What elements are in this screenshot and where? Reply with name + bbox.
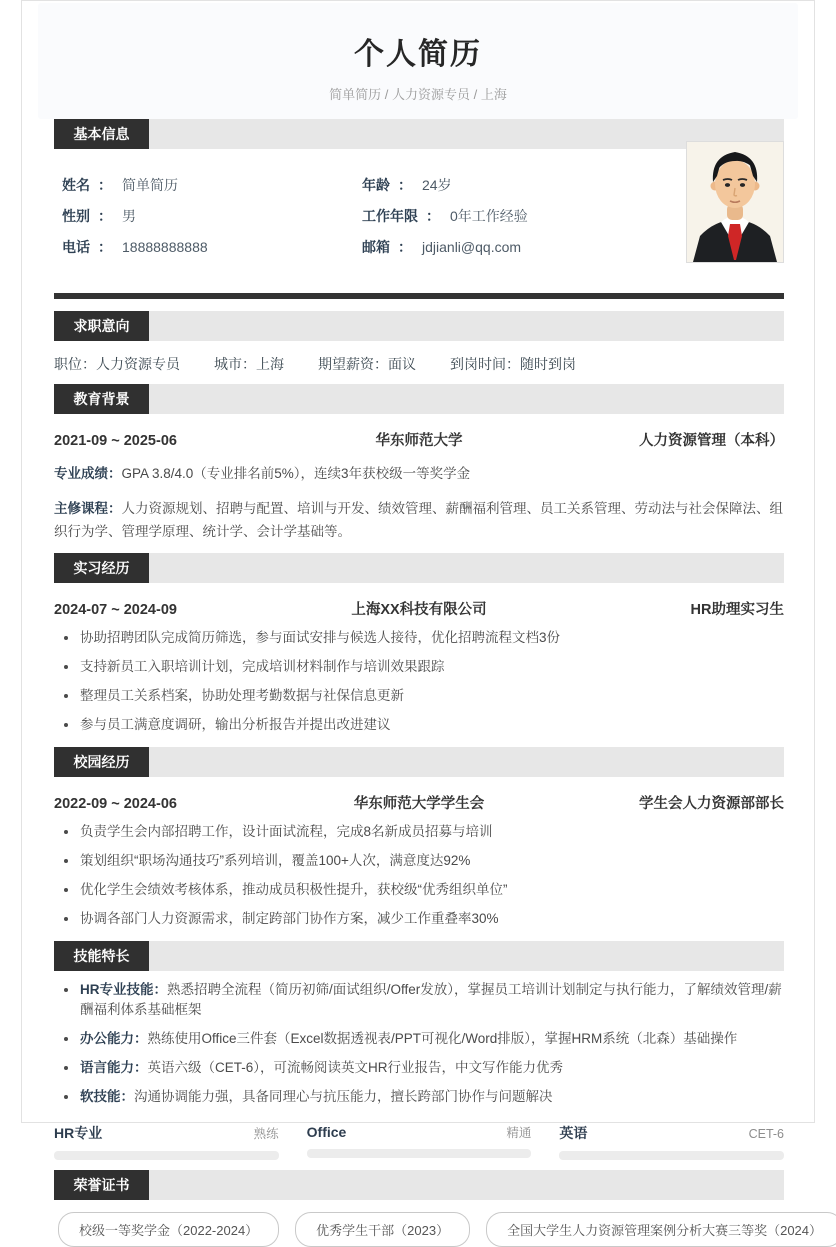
campus-section xyxy=(22,792,814,929)
internship-header-row xyxy=(54,598,784,619)
field-name-value: 简单简历 xyxy=(122,176,178,193)
intent-salary-label: 期望薪资 xyxy=(318,356,374,372)
field-email xyxy=(362,231,528,262)
education-gpa-line xyxy=(54,462,784,485)
field-experience-years-value: 0年工作经验 xyxy=(450,207,528,224)
field-experience-years xyxy=(362,200,528,231)
field-email-label: 邮箱 xyxy=(362,238,390,255)
basic-info-left-column xyxy=(62,169,362,262)
internship-section xyxy=(22,598,814,735)
skill-meter-hr-level: 熟练 xyxy=(253,1127,279,1141)
intent-city-value: 上海 xyxy=(256,356,284,372)
honor-pill: 优秀学生干部（2023） xyxy=(295,1212,470,1247)
bullet-dot-icon xyxy=(64,1037,68,1041)
internship-bullet: 协助招聘团队完成简历筛选，参与面试安排与候选人接待，优化招聘流程文档3份 xyxy=(54,628,784,648)
education-major: 人力资源管理（本科） xyxy=(639,433,784,449)
skill-meter-hr-track xyxy=(54,1151,279,1160)
campus-period: 2022-09 ~ 2024-06 xyxy=(54,796,177,812)
field-phone-value: 18888888888 xyxy=(122,238,208,255)
campus-bullet: 优化学生会绩效考核体系，推动成员积极性提升，获校级“优秀组织单位” xyxy=(54,880,784,900)
education-courses-line xyxy=(54,497,784,543)
bullet-dot-icon xyxy=(64,888,68,892)
education-section xyxy=(22,429,814,543)
intent-availability-label: 到岗时间 xyxy=(450,356,506,372)
campus-bullet: 负责学生会内部招聘工作，设计面试流程，完成8名新成员招募与培训 xyxy=(54,822,784,842)
skill-meter-office-name: Office xyxy=(306,1124,347,1140)
skills-section xyxy=(22,980,814,1160)
skill-bullet-soft: 软技能：沟通协调能力强，具备同理心与抗压能力，擅长跨部门协作与问题解决 xyxy=(54,1087,784,1107)
colon: ： xyxy=(426,207,440,224)
campus-header-row xyxy=(54,792,784,813)
bullet-dot-icon xyxy=(64,1095,68,1099)
section-basic-info-title: 基本信息 xyxy=(54,119,149,149)
section-basic-info-bar xyxy=(54,119,784,149)
section-divider xyxy=(54,293,784,299)
section-campus-bar xyxy=(54,747,784,777)
skill-meter-hr xyxy=(54,1123,279,1160)
colon: ： xyxy=(506,356,520,372)
profile-photo xyxy=(686,141,784,263)
bullet-dot-icon xyxy=(64,694,68,698)
field-gender xyxy=(62,200,362,231)
bullet-dot-icon xyxy=(64,917,68,921)
colon: ： xyxy=(98,176,112,193)
campus-role: 学生会人力资源部部长 xyxy=(639,796,784,812)
intent-city-label: 城市 xyxy=(214,356,242,372)
avatar-illustration xyxy=(687,142,783,262)
section-skills-bar xyxy=(54,941,784,971)
skill-meters xyxy=(54,1123,784,1160)
honors-section xyxy=(22,1212,823,1247)
internship-bullet: 支持新员工入职培训计划，完成培训材料制作与培训效果跟踪 xyxy=(54,657,784,677)
colon: ： xyxy=(398,238,412,255)
honor-pill: 校级一等奖学金（2022-2024） xyxy=(58,1212,279,1247)
resume-header xyxy=(38,3,798,119)
education-header-row xyxy=(54,429,784,450)
section-honors-bar xyxy=(54,1170,784,1200)
colon: ： xyxy=(398,176,412,193)
section-skills-title: 技能特长 xyxy=(54,941,149,971)
field-gender-label: 性别 xyxy=(62,207,90,224)
intent-availability-value: 随时到岗 xyxy=(520,356,576,372)
bullet-dot-icon xyxy=(64,636,68,640)
education-gpa-text: GPA 3.8/4.0（专业排名前5%），连续3年获校级一等奖学金 xyxy=(121,466,471,481)
campus-bullet: 策划组织“职场沟通技巧”系列培训，覆盖100+人次，满意度达92% xyxy=(54,851,784,871)
education-courses-label: 主修课程： xyxy=(54,501,122,516)
section-campus-title: 校园经历 xyxy=(54,747,149,777)
intent-salary xyxy=(318,354,416,374)
internship-bullet: 参与员工满意度调研，输出分析报告并提出改进建议 xyxy=(54,715,784,735)
campus-bullet: 协调各部门人力资源需求，制定跨部门协作方案，减少工作重叠率30% xyxy=(54,909,784,929)
internship-bullet: 整理员工关系档案，协助处理考勤数据与社保信息更新 xyxy=(54,686,784,706)
skill-meter-english xyxy=(559,1123,784,1160)
field-gender-value: 男 xyxy=(122,207,136,224)
intent-position xyxy=(54,354,180,374)
section-education-title: 教育背景 xyxy=(54,384,149,414)
field-phone xyxy=(62,231,362,262)
resume-page xyxy=(21,0,823,1238)
field-age xyxy=(362,169,528,200)
section-job-intent-bar xyxy=(54,311,784,341)
section-internship-title: 实习经历 xyxy=(54,553,149,583)
section-honors-title: 荣誉证书 xyxy=(54,1170,149,1200)
field-age-label: 年龄 xyxy=(362,176,390,193)
honor-pill: 全国大学生人力资源管理案例分析大赛三等奖（2024） xyxy=(486,1212,836,1247)
internship-period: 2024-07 ~ 2024-09 xyxy=(54,602,177,618)
field-name-label: 姓名 xyxy=(62,176,90,193)
field-age-value: 24岁 xyxy=(422,176,452,193)
colon: ： xyxy=(98,238,112,255)
intent-availability xyxy=(450,354,576,374)
intent-city xyxy=(214,354,284,374)
section-education-bar xyxy=(54,384,784,414)
campus-organization: 华东师范大学学生会 xyxy=(353,796,485,812)
job-intent-section xyxy=(22,354,814,374)
skill-meter-office-track xyxy=(307,1149,532,1158)
internship-company: 上海XX科技有限公司 xyxy=(351,602,487,618)
intent-salary-value: 面议 xyxy=(388,356,416,372)
colon: ： xyxy=(98,207,112,224)
bullet-dot-icon xyxy=(64,1066,68,1070)
colon: ： xyxy=(82,356,96,372)
field-name xyxy=(62,169,362,200)
internship-role: HR助理实习生 xyxy=(690,602,784,618)
colon: ： xyxy=(374,356,388,372)
colon: ： xyxy=(242,356,256,372)
intent-position-value: 人力资源专员 xyxy=(96,356,180,372)
skill-meter-hr-name: HR专业 xyxy=(54,1125,103,1141)
intent-position-label: 职位 xyxy=(54,356,82,372)
bullet-dot-icon xyxy=(64,665,68,669)
skill-bullet-office: 办公能力：熟练使用Office三件套（Excel数据透视表/PPT可视化/Word排版），掌握HRM系统（北森）基础操作 xyxy=(54,1029,784,1049)
basic-info-right-column xyxy=(362,169,528,262)
skill-meter-english-track xyxy=(559,1151,784,1160)
bullet-dot-icon xyxy=(64,830,68,834)
page-title: 个人简历 xyxy=(354,38,482,71)
education-gpa-label: 专业成绩： xyxy=(54,466,122,481)
skill-meter-office xyxy=(307,1123,532,1160)
skill-meter-english-level: CET-6 xyxy=(748,1127,785,1141)
field-email-value: jdjianli@qq.com xyxy=(422,238,522,255)
section-job-intent-title: 求职意向 xyxy=(54,311,149,341)
field-phone-label: 电话 xyxy=(62,238,90,255)
skill-meter-office-level: 精通 xyxy=(506,1126,532,1140)
page-subtitle: 简单简历 / 人力资源专员 / 上海 xyxy=(329,87,507,102)
bullet-dot-icon xyxy=(64,723,68,727)
skill-meter-english-name: 英语 xyxy=(559,1125,588,1141)
education-courses-text: 人力资源规划、招聘与配置、培训与开发、绩效管理、薪酬福利管理、员工关系管理、劳动法与社会保障法、组织行为学、管理学原理、统计学、会计学基础等。 xyxy=(54,501,783,539)
education-school: 华东师范大学 xyxy=(375,433,463,449)
bullet-dot-icon xyxy=(64,859,68,863)
field-experience-years-label: 工作年限 xyxy=(362,207,418,224)
bullet-dot-icon xyxy=(64,988,68,992)
skill-bullet-hr: HR专业技能：熟悉招聘全流程（简历初筛/面试组织/Offer发放），掌握员工培训计划制定与执行能力，了解绩效管理/薪酬福利体系基础框架 xyxy=(54,980,784,1020)
education-period: 2021-09 ~ 2025-06 xyxy=(54,433,177,449)
section-internship-bar xyxy=(54,553,784,583)
skill-bullet-language: 语言能力：英语六级（CET-6），可流畅阅读英文HR行业报告，中文写作能力优秀 xyxy=(54,1058,784,1078)
